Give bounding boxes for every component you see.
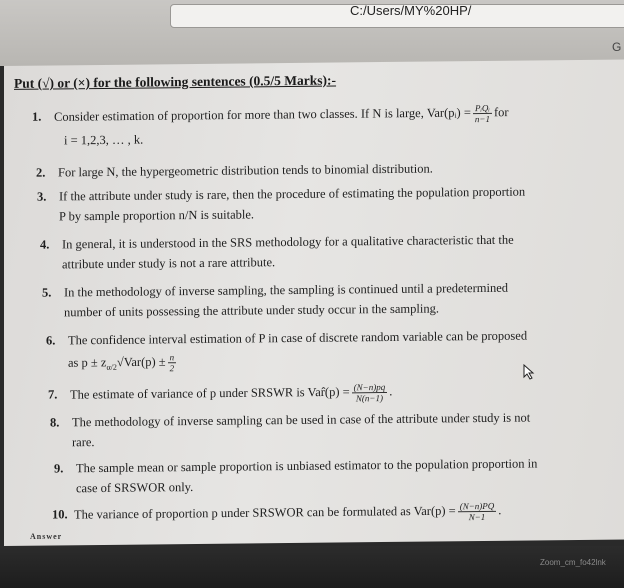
item-text: The confidence interval estimation of P in case of discrete random variable can be proposed xyxy=(68,328,528,348)
item-text-after: . xyxy=(389,384,393,399)
item-text: If the attribute under study is rare, then the procedure of estimating the population proportion xyxy=(59,184,526,204)
question-heading: Put (√) or (×) for the following sentences (0.5/5 Marks):- xyxy=(14,72,337,91)
item-number: 7. xyxy=(48,387,58,402)
item-fraction: $\frac{\text{PᵢQᵢ}}{n-1}$ xyxy=(474,102,490,125)
item-continuation: P by sample proportion n/N is suitable. xyxy=(59,207,255,224)
item-text: Consider estimation of proportion for more than two classes. If N is large, Var(pᵢ) = xyxy=(54,105,471,124)
question-item-1 xyxy=(32,103,509,149)
address-text: C:/Users/MY%20HP/ xyxy=(350,3,472,18)
item-text: The estimate of variance of p under SRSWR is Var̂(p) = xyxy=(70,384,350,402)
item-number: 10. xyxy=(52,507,68,522)
question-item-8 xyxy=(50,410,530,450)
item-number: 3. xyxy=(37,189,47,204)
question-item-2 xyxy=(36,162,433,181)
item-continuation: as $p \pm z_{\alpha/2}√Var(p)$ ± $\frac{n}{2}$ xyxy=(68,352,175,374)
item-number: 2. xyxy=(36,165,46,180)
answer-label: Answer xyxy=(30,532,63,541)
item-number: 4. xyxy=(40,237,50,252)
item-text: In general, it is understood in the SRS methodology for a qualitative characteristic that the xyxy=(62,232,514,252)
item-text: For large N, the hypergeometric distribution tends to binomial distribution. xyxy=(58,161,433,180)
item-number: 9. xyxy=(54,461,64,476)
item-continuation: rare. xyxy=(72,435,95,450)
question-item-3 xyxy=(37,185,525,225)
item-continuation: i = 1,2,3, … , k. xyxy=(64,132,144,148)
item-text-after: . xyxy=(498,503,502,518)
item-fraction: $\frac{(N-n)PQ}{N-1}$ xyxy=(459,500,495,523)
item-text: The sample mean or sample proportion is unbiased estimator to the population proportion in xyxy=(76,456,538,476)
item-text: The variance of proportion p under SRSWOR can be formulated as Var(p) = xyxy=(74,503,456,522)
item-continuation: attribute under study is not a rare attribute. xyxy=(62,255,276,272)
question-item-6 xyxy=(46,329,527,375)
item-number: 6. xyxy=(46,333,56,348)
question-item-4 xyxy=(40,233,514,273)
item-text: In the methodology of inverse sampling, the sampling is continued until a predetermined xyxy=(64,280,509,300)
item-number: 1. xyxy=(32,109,42,125)
watermark-text: Zoom_cm_fo42lnk xyxy=(540,558,606,567)
toolbar-letter: G xyxy=(612,40,622,54)
browser-toolbar xyxy=(0,0,624,66)
item-fraction: $\frac{(N-n)pq}{N(n-1)}$ xyxy=(353,382,386,404)
item-number: 5. xyxy=(42,285,52,300)
item-number: 8. xyxy=(50,415,60,430)
question-paper xyxy=(4,59,624,546)
question-item-5 xyxy=(42,281,508,321)
item-text: The methodology of inverse sampling can be used in case of the attribute under study is not xyxy=(72,410,531,430)
question-item-10 xyxy=(52,501,501,527)
bottom-bar xyxy=(0,546,624,588)
question-item-9 xyxy=(54,456,537,496)
item-text-after: for xyxy=(493,105,509,120)
mouse-cursor-icon xyxy=(522,364,538,380)
question-item-7 xyxy=(48,382,392,407)
item-continuation: case of SRSWOR only. xyxy=(76,480,194,496)
item-continuation: number of units possessing the attribute under study occur in the sampling. xyxy=(64,301,439,320)
